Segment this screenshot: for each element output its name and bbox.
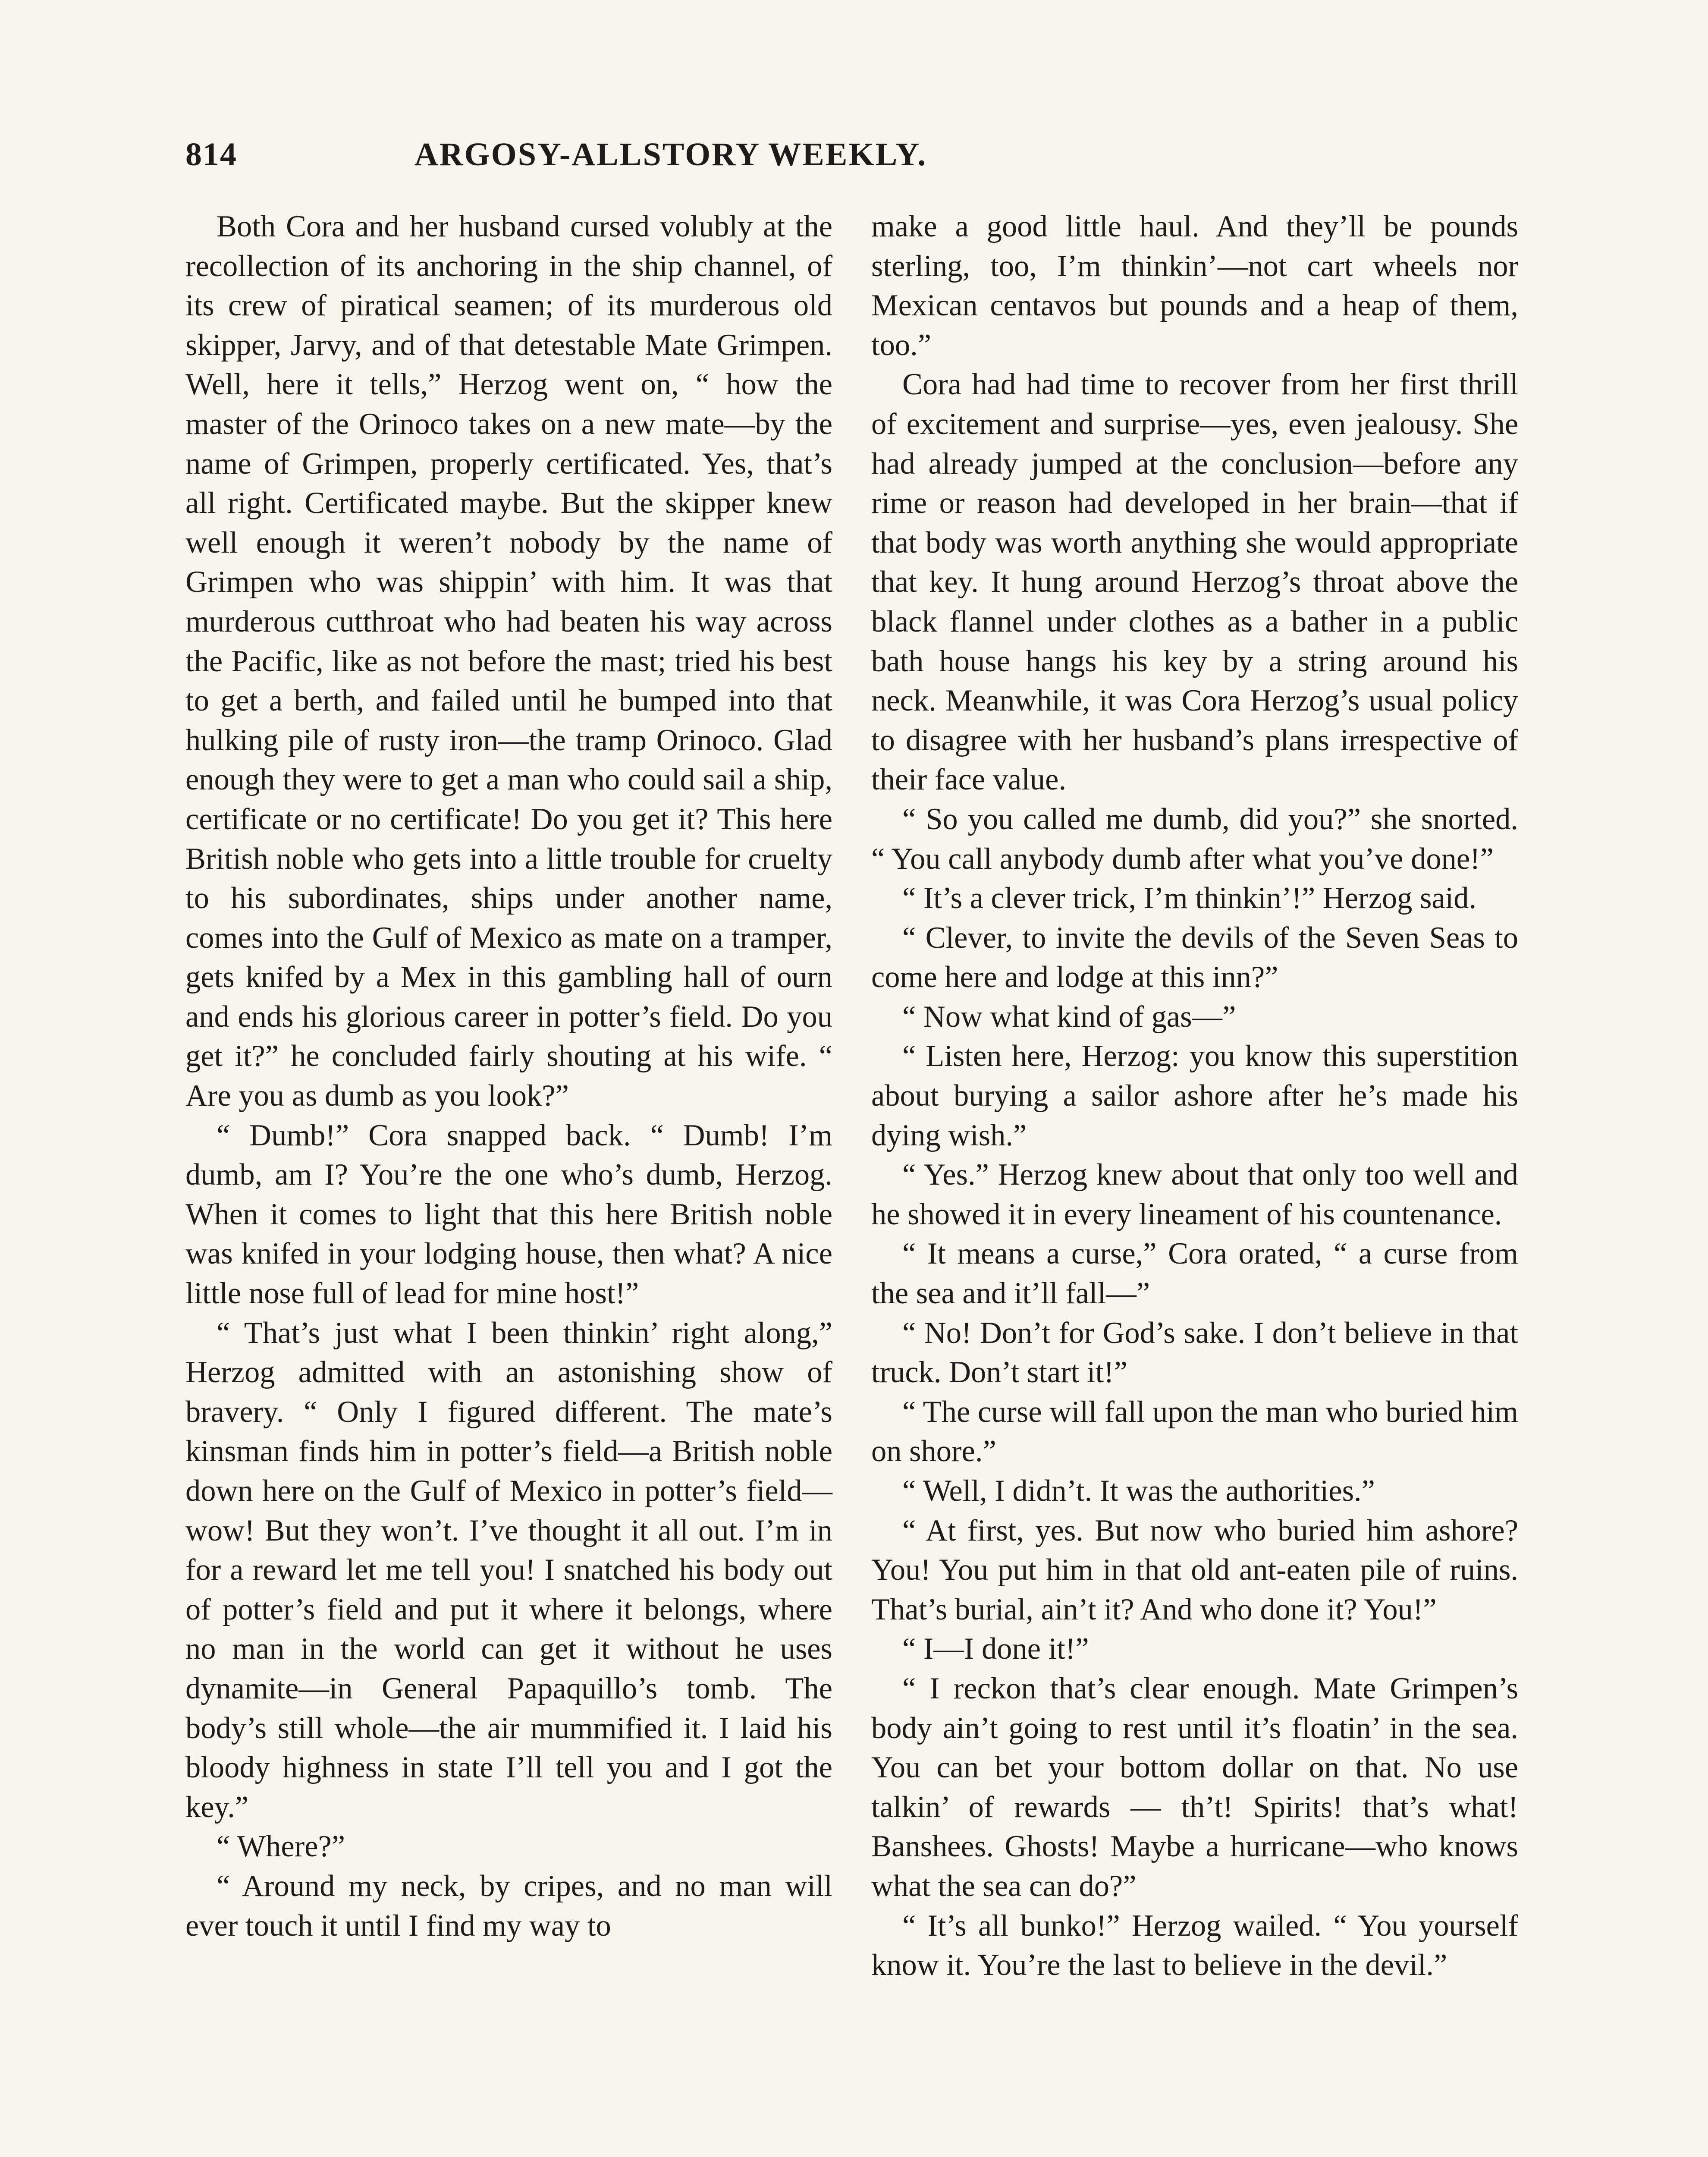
paragraph: “ Where?” [217, 1830, 345, 1864]
paragraph: “ Around my neck, by cripes, and no man will ever touch it until I find my way to [185, 1869, 832, 1943]
right-column [871, 207, 1518, 1985]
page-header [185, 136, 1156, 188]
paragraph: “ I—I done it!” [902, 1632, 1089, 1666]
page-number: 814 [185, 136, 237, 173]
paragraph: “ Clever, to invite the devils of the Seven Seas to come here and lodge at this inn?” [871, 921, 1518, 994]
paragraph: “ Dumb!” Cora snapped back. “ Dumb! I’m dumb, am I? You’re the one who’s dumb, Herzog. When it comes to light that this here British noble was knifed in your lodging house, then what? A nice little nose full of lead for mine host!” [185, 1118, 832, 1311]
running-head: ARGOSY-ALLSTORY WEEKLY. [414, 136, 927, 173]
paragraph: “ It means a curse,” Cora orated, “ a curse from the sea and it’ll fall—” [871, 1237, 1518, 1311]
paragraph: “ Well, I didn’t. It was the authorities.” [902, 1474, 1375, 1508]
paragraph: “ So you called me dumb, did you?” she snorted. “ You call anybody dumb after what you’ve done!” [871, 802, 1518, 876]
paragraph: “ I reckon that’s clear enough. Mate Grimpen’s body ain’t going to rest until it’s floatin’ in the sea. You can bet your bottom dollar on that. No use talkin’ of rewards — th’t! Spirits! that’s what! Banshees. Ghosts! Maybe a hurricane—who knows what the sea can do?” [871, 1671, 1518, 1903]
paragraph-continued: make a good little haul. And they’ll be pounds sterling, too, I’m thinkin’—not cart wheels nor Mexican centavos but pounds and a heap of them, too.” [871, 210, 1518, 362]
paragraph: Both Cora and her husband cursed volubly at the recollection of its anchoring in the ship channel, of its crew of piratical seamen; of its murderous old skipper, Jarvy, and of that detestable Mate Grimpen. Well, here it tells,” Herzog went on, “ how the master of the Orinoco takes on a new mate—by the name of Grimpen, properly certificated. Yes, that’s all right. Certificated maybe. But the skipper knew well enough it weren’t nobody by the name of Grimpen who was shippin’ with him. It was that murderous cutthroat who had beaten his way across the Pacific, like as not before the mast; tried his best to get a berth, and failed until he bumped into that hulking pile of rusty iron—the tramp Orinoco. Glad enough they were to get a man who could sail a ship, certificate or no certificate! Do you get it? This here British noble who gets into a little trouble for cruelty to his subordinates, ships under another name, comes into the Gulf of Mexico as mate on a tramper, gets knifed by a Mex in this gambling hall of ourn and ends his glorious career in potter’s field. Do you get it?” he concluded fairly shouting at his wife. “ Are you as dumb as you look?” [185, 210, 832, 1113]
paragraph: “ At first, yes. But now who buried him ashore? You! You put him in that old ant-eaten pile of ruins. That’s burial, ain’t it? And who done it? You!” [871, 1513, 1518, 1626]
paragraph: “ Listen here, Herzog: you know this superstition about burying a sailor ashore after he’s made his dying wish.” [871, 1039, 1518, 1152]
paragraph: Cora had had time to recover from her first thrill of excitement and surprise—yes, even jealousy. She had already jumped at the conclusion—before any rime or reason had developed in her brain—that if that body was worth anything she would appropriate that key. It hung around Herzog’s throat above the black flannel under clothes as a bather in a public bath house hangs his key by a string around his neck. Meanwhile, it was Cora Herzog’s usual policy to disagree with her husband’s plans irrespective of their face value. [871, 368, 1518, 797]
paragraph: “ It’s all bunko!” Herzog wailed. “ You yourself know it. You’re the last to believe in the devil.” [871, 1909, 1518, 1982]
paragraph: “ That’s just what I been thinkin’ right along,” Herzog admitted with an astonishing show of bravery. “ Only I figured different. The mate’s kinsman finds him in potter’s field—a British noble down here on the Gulf of Mexico in potter’s field—wow! But they won’t. I’ve thought it all out. I’m in for a reward let me tell you! I snatched his body out of potter’s field and put it where it belongs, where no man in the world can get it without he uses dynamite—in General Papaquillo’s tomb. The body’s still whole—the air mummified it. I laid his bloody highness in state I’ll tell you and I got the key.” [185, 1316, 832, 1824]
paragraph: “ It’s a clever trick, I’m thinkin’!” Herzog said. [902, 881, 1477, 915]
paragraph: “ Now what kind of gas—” [902, 1000, 1236, 1034]
paragraph: “ Yes.” Herzog knew about that only too well and he showed it in every lineament of his countenance. [871, 1158, 1518, 1231]
paragraph: “ No! Don’t for God’s sake. I don’t believe in that truck. Don’t start it!” [871, 1316, 1518, 1390]
paragraph: “ The curse will fall upon the man who buried him on shore.” [871, 1395, 1518, 1468]
left-column [185, 207, 832, 1946]
